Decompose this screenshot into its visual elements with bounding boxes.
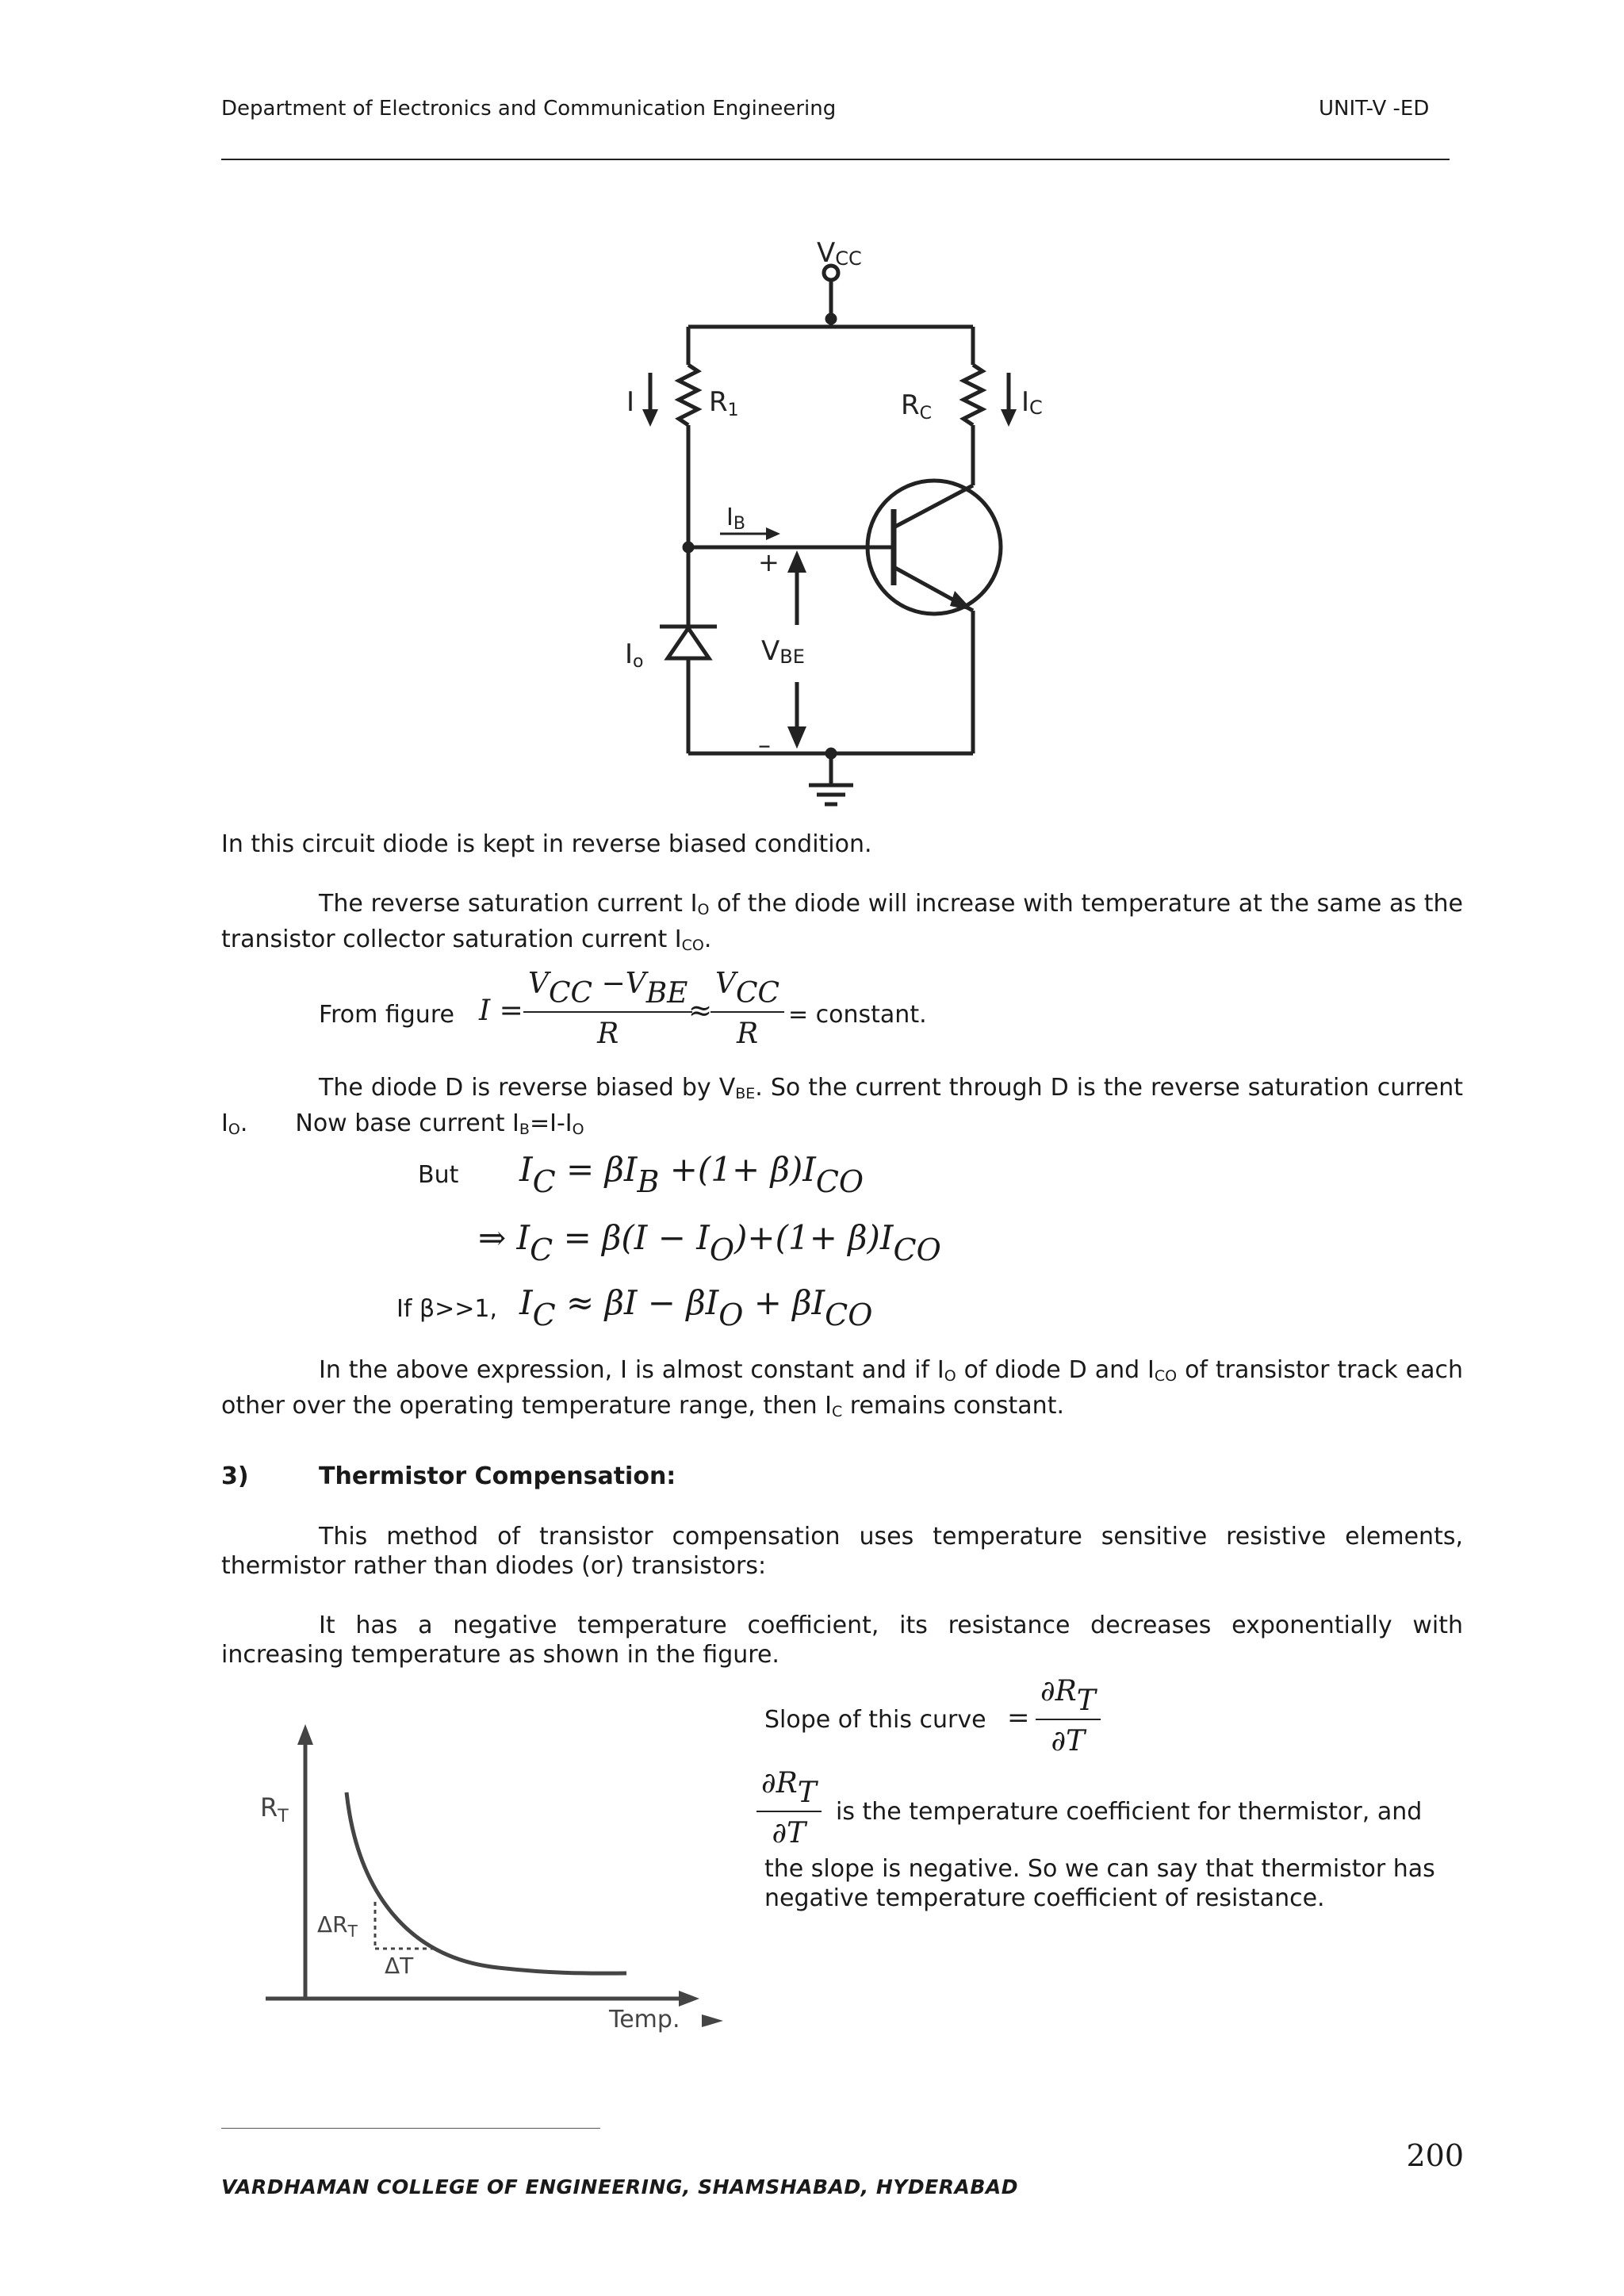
eq-approx: ≈	[688, 995, 713, 1027]
tc-fraction: $\frac{\partial R_T}{\partial T}$	[756, 1767, 822, 1849]
slope-equals: =	[1007, 1702, 1030, 1734]
delta-rt-label: $\Delta R_T$	[317, 1911, 358, 1941]
from-figure-label: From figure	[319, 1001, 454, 1029]
but-label: But	[418, 1161, 459, 1189]
r1-resistor	[679, 365, 698, 425]
delta-t-label: ΔT	[385, 1953, 414, 1979]
eq-ic-2: ⇒ $I_C = \beta(I - I_O)+(1+ \beta)I_{CO}$	[478, 1218, 941, 1267]
x-axis-label: Temp.	[609, 2006, 680, 2033]
footer-rule	[221, 2128, 600, 2129]
slope-fraction: $\frac{\partial R_T}{\partial T}$	[1036, 1675, 1101, 1757]
constant-label: = constant.	[788, 1001, 927, 1029]
eq-fraction-vcc-vbe: $V_{CC} -V_{BE}$ R	[523, 968, 692, 1050]
rc-label: RC	[901, 389, 932, 424]
rc-resistor	[963, 365, 982, 425]
rt-curve	[347, 1792, 626, 1973]
io-label: Io	[625, 638, 644, 672]
paragraph-thermistor-method: This method of transistor compensation uses temperature sensitive resistive elements, thermistor rather than diodes (or) transistors:	[221, 1523, 1463, 1580]
eq-fraction-vcc: $V_{CC}$ R	[710, 968, 784, 1050]
header-unit: UNIT-V -ED	[1319, 97, 1430, 121]
r1-label: R1	[709, 386, 739, 420]
ic-label: IC	[1021, 386, 1043, 419]
header-department: Department of Electronics and Communication Engineering	[221, 97, 837, 121]
minus-sign: –	[758, 730, 771, 760]
vbe-label: VBE	[761, 635, 805, 668]
y-axis-label: $R_T$	[260, 1792, 289, 1826]
if-beta-label: If β>>1,	[396, 1295, 497, 1323]
vcc-label: VCC	[817, 237, 862, 270]
eq-ic-1: $I_C = \beta I_B +(1+ \beta)I_{CO}$	[519, 1150, 864, 1199]
paragraph-reverse-biased: In this circuit diode is kept in reverse biased condition.	[221, 830, 872, 858]
eq-ic-3: $I_C \approx \beta I - \beta I_O + \beta I_{CO}$	[519, 1283, 873, 1332]
section-number: 3)	[221, 1462, 249, 1490]
diode-symbol	[668, 628, 709, 658]
section-title: Thermistor Compensation:	[319, 1462, 676, 1490]
paragraph-slope-negative: the slope is negative. So we can say that thermistor has negative temperature coefficient of resistance.	[764, 1855, 1435, 1912]
paragraph-above-expression: In the above expression, I is almost constant and if $I_O$ of diode D and $I_{CO}$ of transistor track each other over the operating temperature range, then $I_C$ remains constant.	[221, 1356, 1463, 1420]
eq-i-equals: I =	[479, 995, 523, 1027]
tc-text: is the temperature coefficient for thermistor, and	[836, 1798, 1423, 1826]
page-number: 200	[1406, 2138, 1464, 2173]
paragraph-diode-reverse-biased: The diode D is reverse biased by $V_{BE}$. So the current through D is the reverse saturation current $I_O$. Now base current $I_B=I-I_O$	[221, 1074, 1463, 1138]
slope-label: Slope of this curve	[764, 1706, 986, 1734]
plus-sign: +	[758, 547, 779, 577]
header-rule	[221, 159, 1450, 160]
paragraph-saturation-current: The reverse saturation current $I_O$ of the diode will increase with temperature at the same as the transistor collector saturation current $I_{CO}$.	[221, 890, 1463, 954]
bias-circuit-diagram	[619, 214, 1063, 825]
paragraph-negative-coefficient: It has a negative temperature coefficient, its resistance decreases exponentially with increasing temperature as shown in the figure.	[221, 1612, 1463, 1669]
i-label: I	[626, 386, 635, 418]
college-name: VARDHAMAN COLLEGE OF ENGINEERING, SHAMSHABAD, HYDERABAD	[221, 2175, 1018, 2198]
ib-label: IB	[726, 504, 745, 534]
thermistor-curve-graph	[238, 1713, 745, 2046]
